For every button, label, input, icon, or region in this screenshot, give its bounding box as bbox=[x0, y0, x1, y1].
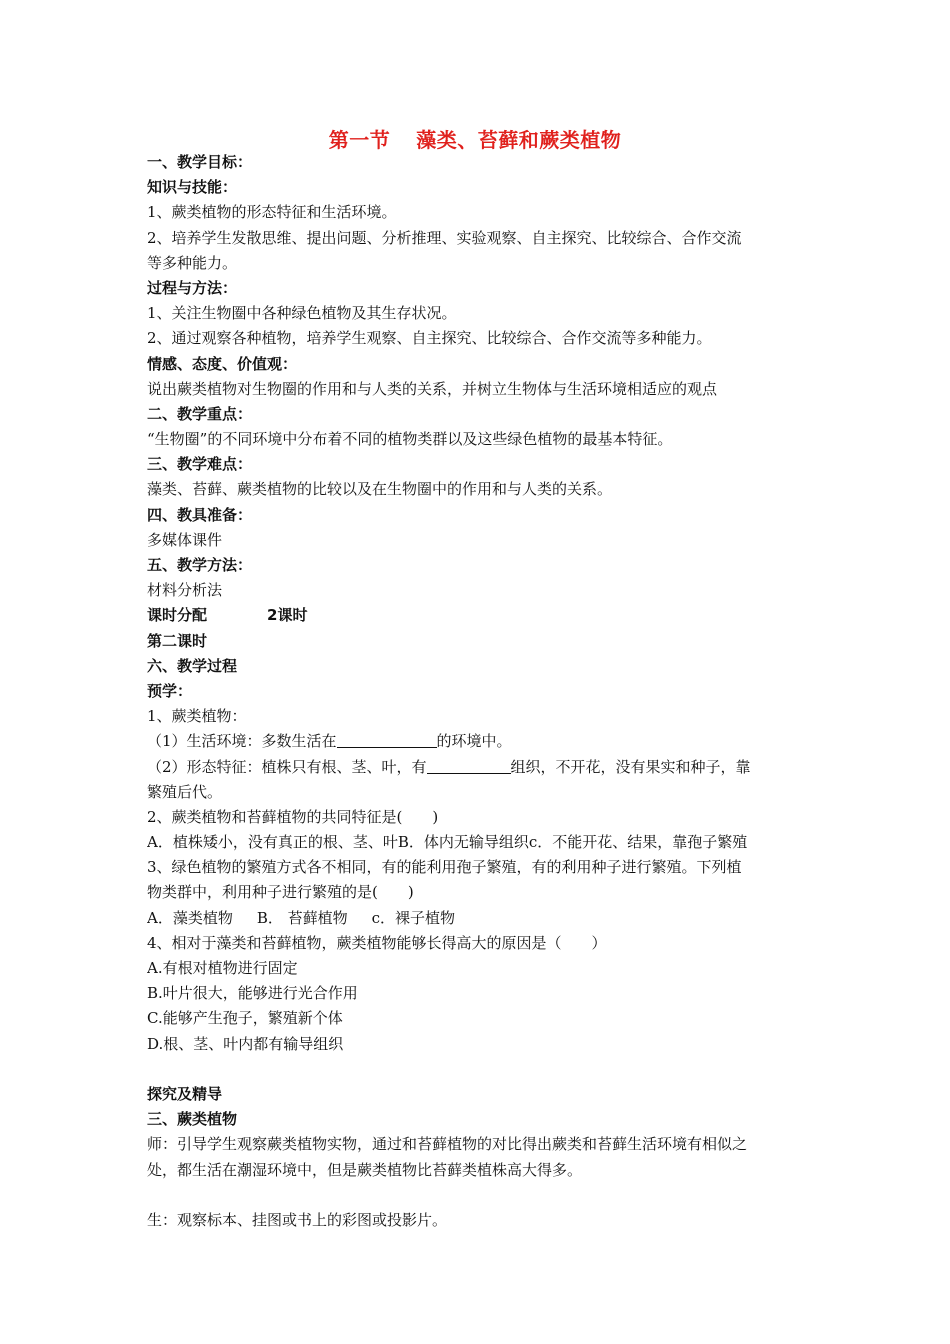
key-points-heading: 二、教学重点： bbox=[147, 404, 253, 423]
question-4-option-c: C.能够产生孢子，繁殖新个体 bbox=[147, 1009, 343, 1028]
option-a: A．藻类植物 bbox=[147, 908, 233, 927]
title-topic: 藻类、苔藓和蕨类植物 bbox=[416, 128, 622, 152]
teacher-text-b: 处，都生活在潮湿环境中，但是蕨类植物比苔藓类植株高大得多。 bbox=[147, 1160, 583, 1179]
question-3a: 3、绿色植物的繁殖方式各不相同，有的能利用孢子繁殖，有的利用种子进行繁殖。下列植 bbox=[147, 858, 742, 877]
student-text: 生：观察标本、挂图或书上的彩图或投影片。 bbox=[147, 1210, 448, 1229]
knowledge-heading: 知识与技能： bbox=[147, 178, 238, 197]
knowledge-item-2a: 2、培养学生发散思维、提出问题、分析推理、实验观察、自主探究、比较综合、合作交流 bbox=[147, 228, 742, 247]
preview-heading: 预学： bbox=[147, 681, 193, 700]
process-item-1: 1、关注生物圈中各种绿色植物及其生存状况。 bbox=[147, 304, 457, 323]
page-title bbox=[0, 124, 950, 153]
emotion-heading: 情感、态度、价值观： bbox=[147, 354, 298, 373]
fill-blank bbox=[337, 731, 437, 748]
option-b: B． 苔藓植物 bbox=[256, 908, 348, 927]
second-period-heading: 第二课时 bbox=[147, 631, 208, 650]
question-4-option-d: D.根、茎、叶内都有输导组织 bbox=[147, 1034, 344, 1053]
question-4-option-b: B.叶片很大，能够进行光合作用 bbox=[147, 984, 358, 1003]
question-1: 1、蕨类植物： bbox=[147, 707, 247, 726]
question-4: 4、相对于藻类和苔藓植物，蕨类植物能够长得高大的原因是（ ） bbox=[147, 933, 607, 952]
key-points-item: “生物圈”的不同环境中分布着不同的植物类群以及这些绿色植物的最基本特征。 bbox=[147, 430, 673, 449]
method-heading: 五、教学方法： bbox=[147, 556, 253, 574]
question-3b: 物类群中，利用种子进行繁殖的是( ) bbox=[147, 883, 414, 902]
difficulties-item: 藻类、苔藓、蕨类植物的比较以及在生物圈中的作用和与人类的关系。 bbox=[147, 480, 613, 499]
question-4-option-a: A.有根对植物进行固定 bbox=[147, 959, 298, 977]
title-section-number: 第一节 bbox=[328, 128, 391, 152]
question-1-part-1: （1）生活环境：多数生活在 的环境中。 bbox=[147, 732, 512, 751]
knowledge-item-1: 1、蕨类植物的形态特征和生活环境。 bbox=[147, 203, 397, 222]
period-label: 课时分配 bbox=[147, 606, 208, 625]
period-allocation bbox=[147, 603, 827, 628]
question-2: 2、蕨类植物和苔藓植物的共同特征是( ) bbox=[147, 807, 439, 826]
teacher-text-a: 师：引导学生观察蕨类植物实物，通过和苔藓植物的对比得出蕨类和苔藓生活环境有相似之 bbox=[147, 1135, 748, 1154]
explore-heading: 探究及精导 bbox=[147, 1084, 223, 1103]
process-heading: 过程与方法： bbox=[147, 278, 238, 297]
question-2-options: A．植株矮小，没有真正的根、茎、叶B．体内无输导组织c．不能开花、结果，靠孢子繁殖 bbox=[147, 833, 748, 852]
emotion-item-1: 说出蕨类植物对生物圈的作用和与人类的关系，并树立生物体与生活环境相适应的观点 bbox=[147, 379, 718, 398]
teaching-process-heading: 六、教学过程 bbox=[147, 656, 238, 675]
knowledge-item-2b: 等多种能力。 bbox=[147, 253, 238, 272]
tools-heading: 四、教具准备： bbox=[147, 505, 253, 524]
document-body bbox=[147, 150, 827, 1233]
goals-heading: 一、教学目标： bbox=[147, 153, 253, 171]
question-1-part-2: （2）形态特征：植株只有根、茎、叶，有 组织，不开花，没有果实和种子，靠 bbox=[147, 757, 751, 776]
difficulties-heading: 三、教学难点： bbox=[147, 455, 253, 474]
question-1-part-2-cont: 繁殖后代。 bbox=[147, 782, 223, 801]
tools-item: 多媒体课件 bbox=[147, 530, 223, 549]
explore-subheading: 三、蕨类植物 bbox=[147, 1110, 238, 1129]
period-value: 2课时 bbox=[267, 606, 308, 625]
question-3-options bbox=[147, 906, 827, 931]
spacer bbox=[147, 1183, 827, 1208]
option-c: c．裸子植物 bbox=[371, 908, 456, 927]
process-item-2: 2、通过观察各种植物，培养学生观察、自主探究、比较综合、合作交流等多种能力。 bbox=[147, 329, 712, 348]
spacer bbox=[147, 1057, 827, 1082]
method-item: 材料分析法 bbox=[147, 581, 223, 600]
fill-blank bbox=[427, 757, 511, 774]
